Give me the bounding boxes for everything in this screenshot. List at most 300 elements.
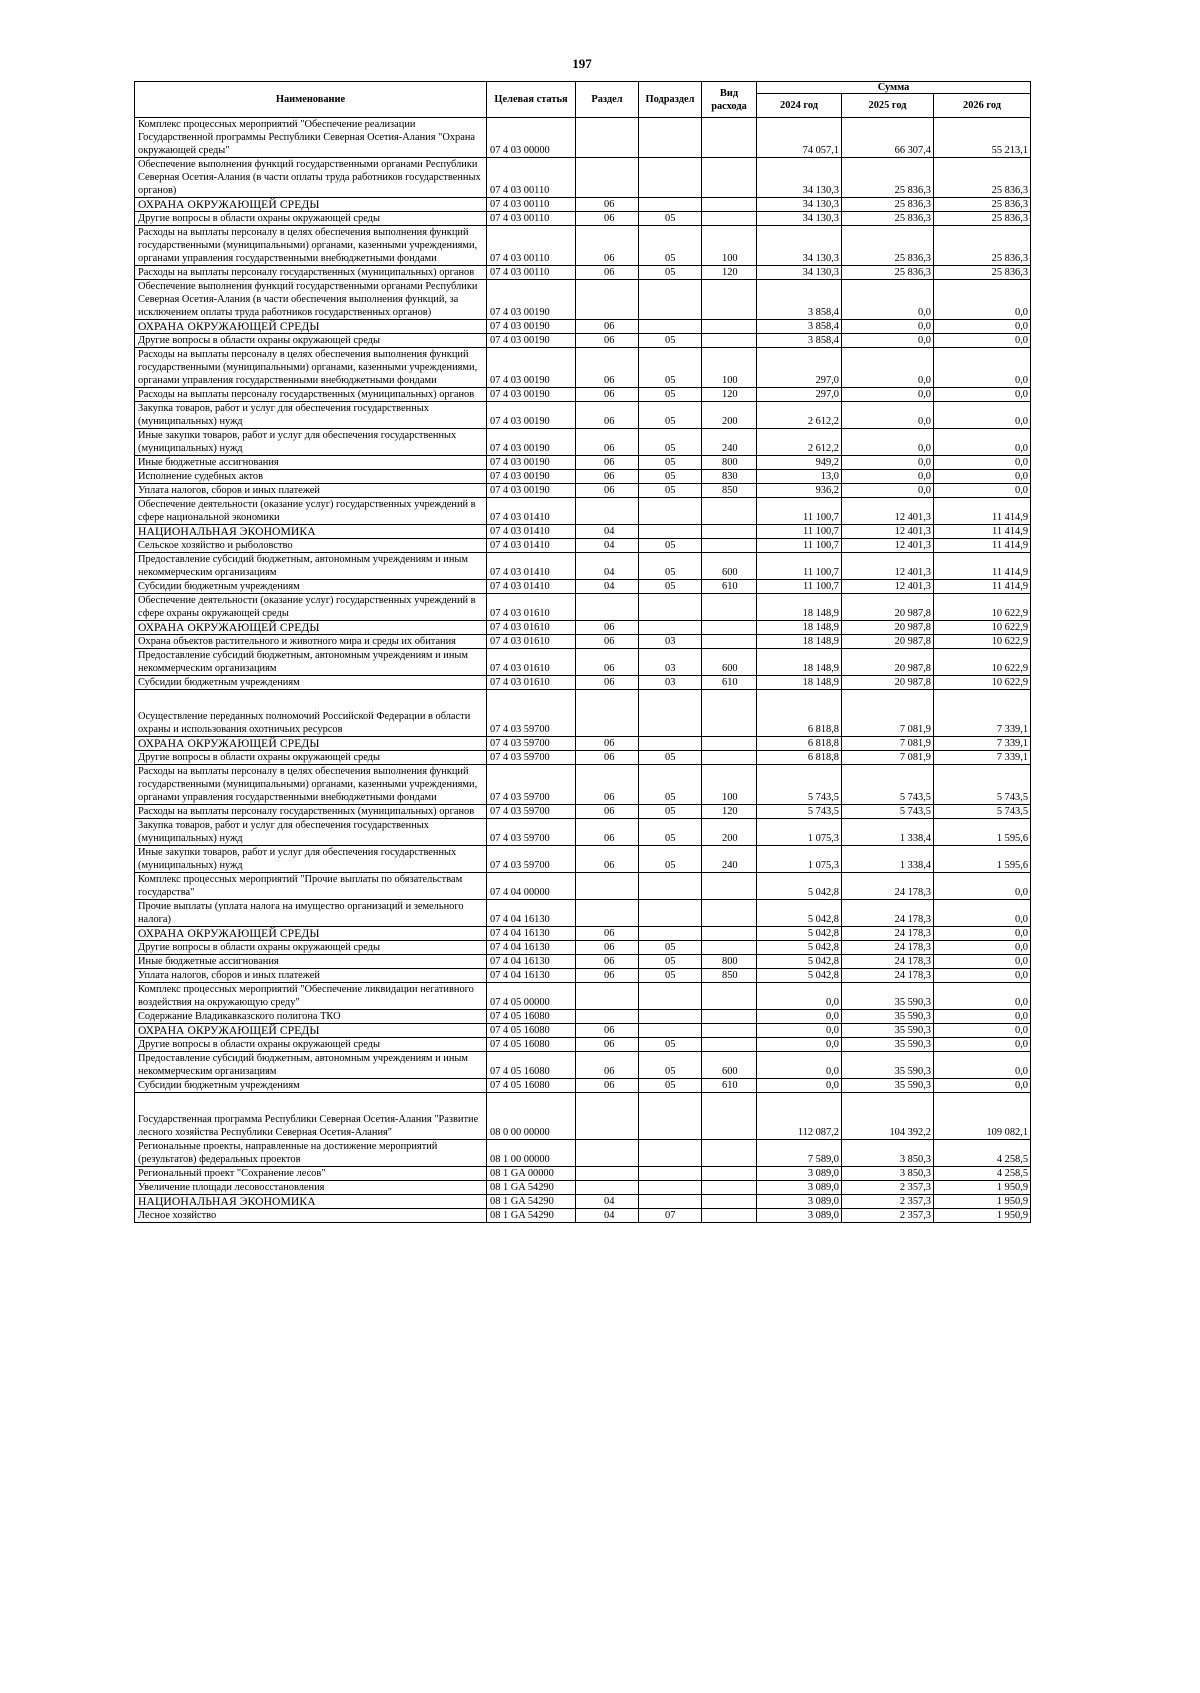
cell-name: ОХРАНА ОКРУЖАЮЩЕЙ СРЕДЫ (135, 737, 487, 751)
cell-amount-2025: 20 987,8 (842, 635, 934, 649)
table-row (135, 1024, 1031, 1038)
header-subsection: Подраздел (639, 82, 702, 118)
cell-target-code: 08 1 GA 00000 (487, 1167, 576, 1181)
cell-target-code: 07 4 03 01610 (487, 635, 576, 649)
cell-target-code: 07 4 03 00190 (487, 348, 576, 388)
cell-target-code: 08 0 00 00000 (487, 1093, 576, 1140)
table-row (135, 676, 1031, 690)
cell-amount-2025: 0,0 (842, 320, 934, 334)
cell-subsection (639, 1181, 702, 1195)
cell-expense-type: 800 (702, 456, 757, 470)
table-body (135, 118, 1031, 1223)
cell-amount-2024: 3 089,0 (757, 1167, 842, 1181)
cell-target-code: 07 4 03 00190 (487, 320, 576, 334)
table-row (135, 402, 1031, 429)
cell-name: Лесное хозяйство (135, 1209, 487, 1223)
cell-amount-2026: 0,0 (934, 1010, 1031, 1024)
cell-section: 06 (576, 819, 639, 846)
cell-amount-2025: 2 357,3 (842, 1181, 934, 1195)
cell-amount-2025: 0,0 (842, 456, 934, 470)
cell-amount-2025: 12 401,3 (842, 580, 934, 594)
cell-amount-2024: 11 100,7 (757, 580, 842, 594)
cell-name: НАЦИОНАЛЬНАЯ ЭКОНОМИКА (135, 1195, 487, 1209)
cell-amount-2026: 1 950,9 (934, 1209, 1031, 1223)
budget-table (134, 81, 1031, 1223)
cell-subsection (639, 118, 702, 158)
cell-amount-2026: 25 836,3 (934, 198, 1031, 212)
cell-section (576, 1140, 639, 1167)
cell-target-code: 07 4 03 59700 (487, 690, 576, 737)
cell-expense-type (702, 941, 757, 955)
cell-target-code: 07 4 03 59700 (487, 846, 576, 873)
table-row (135, 1167, 1031, 1181)
cell-amount-2024: 5 042,8 (757, 900, 842, 927)
cell-section: 06 (576, 846, 639, 873)
cell-expense-type (702, 1024, 757, 1038)
cell-expense-type: 830 (702, 470, 757, 484)
cell-name: Иные закупки товаров, работ и услуг для обеспечения государственных (муниципальных) нужд (135, 846, 487, 873)
cell-amount-2025: 0,0 (842, 280, 934, 320)
cell-amount-2025: 12 401,3 (842, 498, 934, 525)
cell-amount-2024: 18 148,9 (757, 635, 842, 649)
cell-name: Региональный проект "Сохранение лесов" (135, 1167, 487, 1181)
cell-section: 06 (576, 621, 639, 635)
cell-amount-2026: 11 414,9 (934, 539, 1031, 553)
cell-name: Осуществление переданных полномочий Российской Федерации в области охраны и использования охотничьих ресурсов (135, 690, 487, 737)
cell-section (576, 280, 639, 320)
table-row (135, 1195, 1031, 1209)
cell-amount-2024: 949,2 (757, 456, 842, 470)
cell-amount-2026: 10 622,9 (934, 635, 1031, 649)
cell-amount-2025: 20 987,8 (842, 676, 934, 690)
cell-amount-2026: 0,0 (934, 1052, 1031, 1079)
cell-subsection: 05 (639, 553, 702, 580)
cell-name: Расходы на выплаты персоналу государственных (муниципальных) органов (135, 388, 487, 402)
cell-name: Иные бюджетные ассигнования (135, 456, 487, 470)
table-row (135, 553, 1031, 580)
cell-target-code: 07 4 03 59700 (487, 805, 576, 819)
cell-expense-type (702, 1195, 757, 1209)
cell-amount-2024: 1 075,3 (757, 819, 842, 846)
cell-amount-2024: 34 130,3 (757, 212, 842, 226)
cell-amount-2025: 0,0 (842, 402, 934, 429)
cell-expense-type: 100 (702, 348, 757, 388)
table-row (135, 751, 1031, 765)
cell-amount-2026: 0,0 (934, 873, 1031, 900)
cell-amount-2026: 10 622,9 (934, 676, 1031, 690)
cell-section (576, 873, 639, 900)
cell-expense-type (702, 594, 757, 621)
cell-target-code: 07 4 04 16130 (487, 969, 576, 983)
cell-subsection: 05 (639, 388, 702, 402)
cell-amount-2024: 6 818,8 (757, 751, 842, 765)
table-row (135, 334, 1031, 348)
cell-amount-2026: 0,0 (934, 456, 1031, 470)
cell-name: Охрана объектов растительного и животного мира и среды их обитания (135, 635, 487, 649)
cell-amount-2026: 5 743,5 (934, 765, 1031, 805)
cell-amount-2026: 10 622,9 (934, 621, 1031, 635)
cell-amount-2026: 11 414,9 (934, 498, 1031, 525)
cell-amount-2026: 0,0 (934, 348, 1031, 388)
cell-amount-2025: 1 338,4 (842, 819, 934, 846)
cell-amount-2024: 3 089,0 (757, 1181, 842, 1195)
cell-name: Региональные проекты, направленные на достижение мероприятий (результатов) федеральных проектов (135, 1140, 487, 1167)
cell-subsection: 05 (639, 751, 702, 765)
cell-amount-2026: 10 622,9 (934, 594, 1031, 621)
cell-section (576, 983, 639, 1010)
cell-expense-type (702, 1140, 757, 1167)
cell-subsection: 05 (639, 484, 702, 498)
cell-amount-2025: 35 590,3 (842, 1052, 934, 1079)
table-row (135, 690, 1031, 737)
cell-expense-type: 200 (702, 402, 757, 429)
cell-section (576, 1010, 639, 1024)
cell-target-code: 07 4 03 00190 (487, 456, 576, 470)
cell-amount-2024: 6 818,8 (757, 737, 842, 751)
table-row (135, 280, 1031, 320)
cell-amount-2026: 7 339,1 (934, 737, 1031, 751)
cell-expense-type: 600 (702, 1052, 757, 1079)
cell-subsection: 05 (639, 1038, 702, 1052)
cell-name: Закупка товаров, работ и услуг для обеспечения государственных (муниципальных) нужд (135, 819, 487, 846)
cell-section: 06 (576, 765, 639, 805)
cell-amount-2025: 0,0 (842, 348, 934, 388)
cell-section: 04 (576, 1195, 639, 1209)
header-section: Раздел (576, 82, 639, 118)
cell-expense-type: 610 (702, 1079, 757, 1093)
cell-target-code: 08 1 GA 54290 (487, 1195, 576, 1209)
cell-target-code: 07 4 03 00110 (487, 266, 576, 280)
cell-amount-2026: 1 950,9 (934, 1181, 1031, 1195)
cell-amount-2026: 0,0 (934, 927, 1031, 941)
cell-amount-2025: 1 338,4 (842, 846, 934, 873)
cell-name: Предоставление субсидий бюджетным, автономным учреждениям и иным некоммерческим организациям (135, 553, 487, 580)
cell-section (576, 900, 639, 927)
cell-amount-2024: 3 089,0 (757, 1209, 842, 1223)
cell-subsection (639, 1195, 702, 1209)
cell-amount-2024: 297,0 (757, 348, 842, 388)
cell-amount-2026: 0,0 (934, 1038, 1031, 1052)
cell-amount-2025: 35 590,3 (842, 1079, 934, 1093)
cell-name: Комплекс процессных мероприятий "Обеспечение ликвидации негативного воздействия на окружающую среду" (135, 983, 487, 1010)
cell-name: Предоставление субсидий бюджетным, автономным учреждениям и иным некоммерческим организациям (135, 649, 487, 676)
cell-section: 04 (576, 1209, 639, 1223)
cell-target-code: 07 4 03 59700 (487, 819, 576, 846)
cell-amount-2026: 55 213,1 (934, 118, 1031, 158)
cell-section: 06 (576, 955, 639, 969)
cell-section: 06 (576, 927, 639, 941)
cell-section: 04 (576, 539, 639, 553)
cell-subsection (639, 983, 702, 1010)
cell-name: Расходы на выплаты персоналу в целях обеспечения выполнения функций государственными (муниципальными) органами, казенными учреждениями, органами управления государственными внебюджетными фондами (135, 765, 487, 805)
cell-subsection (639, 1010, 702, 1024)
cell-subsection: 05 (639, 456, 702, 470)
cell-name: Другие вопросы в области охраны окружающей среды (135, 751, 487, 765)
cell-amount-2024: 3 089,0 (757, 1195, 842, 1209)
table-row (135, 1079, 1031, 1093)
cell-target-code: 07 4 05 16080 (487, 1038, 576, 1052)
cell-amount-2026: 11 414,9 (934, 525, 1031, 539)
cell-section (576, 1093, 639, 1140)
cell-amount-2026: 0,0 (934, 1024, 1031, 1038)
cell-section: 06 (576, 1038, 639, 1052)
header-sum: Сумма (757, 82, 1031, 94)
cell-subsection (639, 927, 702, 941)
cell-target-code: 07 4 05 16080 (487, 1010, 576, 1024)
cell-name: Уплата налогов, сборов и иных платежей (135, 969, 487, 983)
table-row (135, 226, 1031, 266)
cell-amount-2025: 20 987,8 (842, 621, 934, 635)
cell-section: 06 (576, 737, 639, 751)
page-number: 197 (572, 56, 592, 71)
cell-name: ОХРАНА ОКРУЖАЮЩЕЙ СРЕДЫ (135, 621, 487, 635)
cell-name: Предоставление субсидий бюджетным, автономным учреждениям и иным некоммерческим организациям (135, 1052, 487, 1079)
table-row (135, 873, 1031, 900)
table-row (135, 1010, 1031, 1024)
cell-amount-2025: 35 590,3 (842, 1024, 934, 1038)
cell-amount-2024: 11 100,7 (757, 553, 842, 580)
cell-target-code: 07 4 03 00110 (487, 226, 576, 266)
table-row (135, 320, 1031, 334)
cell-amount-2024: 11 100,7 (757, 539, 842, 553)
cell-amount-2026: 109 082,1 (934, 1093, 1031, 1140)
cell-amount-2024: 0,0 (757, 1079, 842, 1093)
cell-subsection (639, 320, 702, 334)
header-target-code: Целевая статья (487, 82, 576, 118)
cell-amount-2025: 2 357,3 (842, 1195, 934, 1209)
cell-amount-2024: 297,0 (757, 388, 842, 402)
header-year-2026: 2026 год (934, 94, 1031, 118)
cell-section: 04 (576, 553, 639, 580)
cell-name: Обеспечение деятельности (оказание услуг) государственных учреждений в сфере национальной экономики (135, 498, 487, 525)
cell-name: Содержание Владикавказского полигона ТКО (135, 1010, 487, 1024)
cell-amount-2026: 11 414,9 (934, 580, 1031, 594)
cell-section: 06 (576, 649, 639, 676)
cell-amount-2026: 0,0 (934, 969, 1031, 983)
table-row (135, 118, 1031, 158)
cell-name: ОХРАНА ОКРУЖАЮЩЕЙ СРЕДЫ (135, 198, 487, 212)
cell-section: 06 (576, 751, 639, 765)
cell-expense-type (702, 751, 757, 765)
cell-target-code: 07 4 04 16130 (487, 927, 576, 941)
cell-amount-2026: 25 836,3 (934, 212, 1031, 226)
cell-name: Комплекс процессных мероприятий "Прочие выплаты по обязательствам государства" (135, 873, 487, 900)
cell-subsection (639, 198, 702, 212)
cell-name: ОХРАНА ОКРУЖАЮЩЕЙ СРЕДЫ (135, 1024, 487, 1038)
cell-amount-2024: 11 100,7 (757, 525, 842, 539)
cell-amount-2025: 25 836,3 (842, 198, 934, 212)
cell-expense-type: 600 (702, 553, 757, 580)
table-row (135, 819, 1031, 846)
cell-expense-type (702, 983, 757, 1010)
table-row (135, 498, 1031, 525)
cell-amount-2024: 0,0 (757, 1010, 842, 1024)
cell-subsection (639, 1024, 702, 1038)
cell-target-code: 08 1 00 00000 (487, 1140, 576, 1167)
cell-amount-2026: 0,0 (934, 388, 1031, 402)
cell-name: Другие вопросы в области охраны окружающей среды (135, 1038, 487, 1052)
cell-subsection: 05 (639, 266, 702, 280)
cell-amount-2024: 18 148,9 (757, 676, 842, 690)
cell-target-code: 07 4 03 01410 (487, 553, 576, 580)
cell-subsection (639, 1140, 702, 1167)
cell-amount-2024: 5 042,8 (757, 969, 842, 983)
cell-name: Другие вопросы в области охраны окружающей среды (135, 941, 487, 955)
cell-expense-type (702, 1181, 757, 1195)
cell-amount-2026: 10 622,9 (934, 649, 1031, 676)
cell-amount-2025: 25 836,3 (842, 158, 934, 198)
cell-section: 06 (576, 226, 639, 266)
cell-amount-2025: 3 850,3 (842, 1167, 934, 1181)
cell-name: Сельское хозяйство и рыболовство (135, 539, 487, 553)
cell-amount-2024: 5 042,8 (757, 927, 842, 941)
cell-expense-type: 200 (702, 819, 757, 846)
cell-amount-2024: 13,0 (757, 470, 842, 484)
cell-amount-2025: 25 836,3 (842, 266, 934, 280)
cell-subsection: 05 (639, 969, 702, 983)
cell-subsection (639, 498, 702, 525)
table-row (135, 941, 1031, 955)
cell-amount-2026: 0,0 (934, 280, 1031, 320)
cell-amount-2024: 2 612,2 (757, 402, 842, 429)
table-row (135, 900, 1031, 927)
cell-target-code: 07 4 03 00110 (487, 198, 576, 212)
cell-target-code: 07 4 04 16130 (487, 900, 576, 927)
cell-amount-2025: 2 357,3 (842, 1209, 934, 1223)
cell-amount-2024: 2 612,2 (757, 429, 842, 456)
cell-subsection (639, 1167, 702, 1181)
table-row (135, 470, 1031, 484)
cell-amount-2026: 1 595,6 (934, 846, 1031, 873)
cell-name: Закупка товаров, работ и услуг для обеспечения государственных (муниципальных) нужд (135, 402, 487, 429)
cell-amount-2026: 25 836,3 (934, 266, 1031, 280)
cell-section: 06 (576, 484, 639, 498)
cell-section (576, 1181, 639, 1195)
cell-name: Обеспечение деятельности (оказание услуг) государственных учреждений в сфере охраны окружающей среды (135, 594, 487, 621)
cell-expense-type: 120 (702, 805, 757, 819)
cell-subsection: 05 (639, 765, 702, 805)
cell-target-code: 07 4 03 01410 (487, 539, 576, 553)
cell-subsection (639, 525, 702, 539)
cell-amount-2024: 7 589,0 (757, 1140, 842, 1167)
cell-subsection: 05 (639, 941, 702, 955)
cell-amount-2025: 7 081,9 (842, 751, 934, 765)
cell-amount-2024: 6 818,8 (757, 690, 842, 737)
cell-amount-2024: 18 148,9 (757, 649, 842, 676)
cell-amount-2025: 35 590,3 (842, 1010, 934, 1024)
table-row (135, 649, 1031, 676)
cell-amount-2024: 11 100,7 (757, 498, 842, 525)
table-row (135, 456, 1031, 470)
cell-amount-2026: 0,0 (934, 320, 1031, 334)
cell-expense-type (702, 737, 757, 751)
table-row (135, 198, 1031, 212)
cell-name: Государственная программа Республики Северная Осетия-Алания "Развитие лесного хозяйства Республики Северная Осетия-Алания" (135, 1093, 487, 1140)
cell-amount-2026: 4 258,5 (934, 1140, 1031, 1167)
cell-expense-type: 850 (702, 484, 757, 498)
cell-expense-type (702, 212, 757, 226)
cell-subsection (639, 158, 702, 198)
header-expense-type: Вид расхода (702, 82, 757, 118)
cell-subsection: 05 (639, 470, 702, 484)
cell-expense-type (702, 873, 757, 900)
cell-target-code: 07 4 03 00190 (487, 388, 576, 402)
cell-amount-2024: 5 042,8 (757, 941, 842, 955)
cell-section (576, 118, 639, 158)
cell-section: 06 (576, 805, 639, 819)
table-header (135, 82, 1031, 118)
table-row (135, 484, 1031, 498)
cell-subsection: 05 (639, 226, 702, 266)
cell-target-code: 08 1 GA 54290 (487, 1181, 576, 1195)
cell-amount-2026: 4 258,5 (934, 1167, 1031, 1181)
cell-expense-type (702, 525, 757, 539)
cell-amount-2024: 5 743,5 (757, 805, 842, 819)
cell-expense-type (702, 158, 757, 198)
cell-name: Исполнение судебных актов (135, 470, 487, 484)
cell-subsection (639, 900, 702, 927)
cell-amount-2025: 0,0 (842, 484, 934, 498)
cell-amount-2024: 34 130,3 (757, 198, 842, 212)
cell-amount-2025: 7 081,9 (842, 737, 934, 751)
cell-amount-2025: 0,0 (842, 429, 934, 456)
cell-expense-type (702, 498, 757, 525)
cell-subsection: 05 (639, 1052, 702, 1079)
cell-amount-2025: 25 836,3 (842, 212, 934, 226)
table-row (135, 983, 1031, 1010)
cell-amount-2024: 18 148,9 (757, 621, 842, 635)
cell-amount-2024: 74 057,1 (757, 118, 842, 158)
cell-amount-2024: 0,0 (757, 983, 842, 1010)
cell-section (576, 158, 639, 198)
cell-target-code: 07 4 03 00190 (487, 429, 576, 456)
cell-amount-2024: 5 042,8 (757, 955, 842, 969)
cell-name: ОХРАНА ОКРУЖАЮЩЕЙ СРЕДЫ (135, 927, 487, 941)
cell-section: 06 (576, 676, 639, 690)
cell-target-code: 07 4 03 01410 (487, 525, 576, 539)
cell-expense-type: 240 (702, 429, 757, 456)
table-row (135, 1140, 1031, 1167)
cell-expense-type (702, 900, 757, 927)
cell-section: 06 (576, 1024, 639, 1038)
table-row (135, 212, 1031, 226)
cell-amount-2025: 24 178,3 (842, 927, 934, 941)
cell-amount-2025: 24 178,3 (842, 900, 934, 927)
cell-name: Обеспечение выполнения функций государственными органами Республики Северная Осетия-Алания (в части обеспечения выполнения функций, за исключением оплаты труда работников государственных органов) (135, 280, 487, 320)
cell-name: Субсидии бюджетным учреждениям (135, 580, 487, 594)
cell-expense-type: 100 (702, 226, 757, 266)
header-year-2025: 2025 год (842, 94, 934, 118)
cell-name: Расходы на выплаты персоналу государственных (муниципальных) органов (135, 266, 487, 280)
cell-name: Иные закупки товаров, работ и услуг для обеспечения государственных (муниципальных) нужд (135, 429, 487, 456)
cell-target-code: 07 4 03 00190 (487, 470, 576, 484)
cell-target-code: 07 4 03 00110 (487, 158, 576, 198)
table-row (135, 594, 1031, 621)
cell-target-code: 07 4 05 16080 (487, 1052, 576, 1079)
cell-expense-type (702, 1038, 757, 1052)
table-row (135, 805, 1031, 819)
cell-expense-type (702, 198, 757, 212)
cell-name: Обеспечение выполнения функций государственными органами Республики Северная Осетия-Алания (в части оплаты труда работников государственных органов) (135, 158, 487, 198)
cell-target-code: 07 4 03 00190 (487, 402, 576, 429)
cell-expense-type: 120 (702, 266, 757, 280)
cell-target-code: 07 4 04 00000 (487, 873, 576, 900)
cell-name: Расходы на выплаты персоналу в целях обеспечения выполнения функций государственными (муниципальными) органами, казенными учреждениями, органами управления государственными внебюджетными фондами (135, 348, 487, 388)
cell-expense-type (702, 927, 757, 941)
cell-amount-2025: 104 392,2 (842, 1093, 934, 1140)
cell-section: 06 (576, 212, 639, 226)
table-row (135, 635, 1031, 649)
